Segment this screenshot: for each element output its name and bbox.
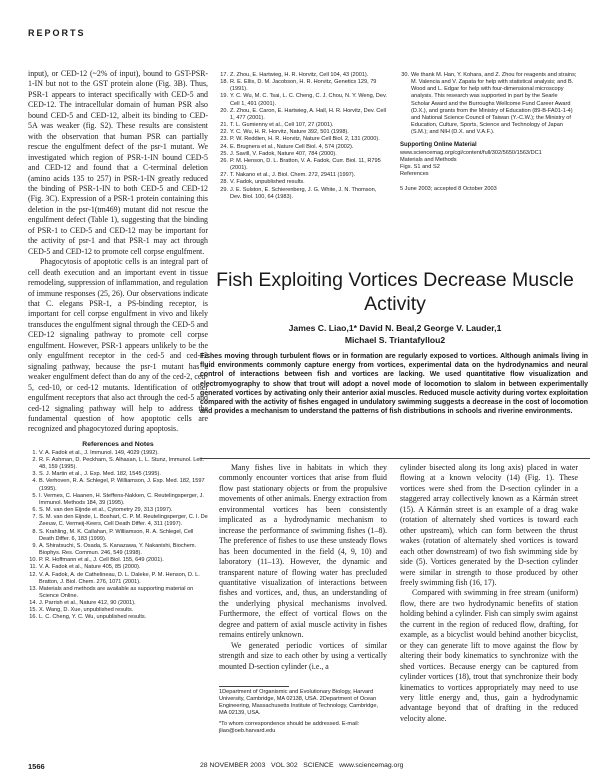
reference-item <box>28 543 208 557</box>
col1-body <box>28 69 208 435</box>
reference-text: E. Brugnera et al., Nature Cell Biol. 4, 574 (2002). <box>230 143 354 150</box>
body-col2-paragraph-1: Many fishes live in habitats in which they commonly encounter vortices that arise from fluid flow past stationary objects or from the propulsive movements of other animals. Energy extraction from environmental vortices has been consistently implicated as a hydrodynamic mechanism to increase the performance of swimming fishes (1–8). The preference of fishes to use these unsteady flows has been documented in the field (4, 9, 10) and laboratory (11–13). However, the dynamic and transparent nature of flowing water has precluded quantitative visualization of interactions between fishes and vortices, and, thus, an understanding of the underlying physical mechanisms involved. Furthermore, the effect of vortical flows on the degree and pattern of axial muscle activity in fishes remains entirely unknown. <box>219 463 387 640</box>
affiliation-text: 1Department of Organismic and Evolutionary Biology, Harvard University, Cambridge, MA 02138, USA. 2Department of Ocean Engineering, Massachusetts Institute of Technology, Cambridge, MA 02139, USA. <box>219 689 378 717</box>
reference-number: 23. <box>220 136 228 143</box>
reference-text: J. Parrish et al., Nature 412, 90 (2001). <box>39 600 136 607</box>
reference-item <box>28 507 208 514</box>
reference-text: P. M. Henson, D. L. Bratton, V. A. Fadok, Curr. Biol. 11, R795 (2001). <box>230 157 381 172</box>
supporting-item-1: Materials and Methods <box>400 156 457 163</box>
reference-number: 2. <box>32 457 37 464</box>
col1-paragraph-2: Phagocytosis of apoptotic cells is an integral part of cell death execution and an important event in tissue remodeling, suppression of inflammation, and regulation of immune responses (25, 26). Our observations indicate that C. elegans PSR-1, a PS-binding receptor, is important for cell corpse engulfment in vivo and likely transduces the engulfment signal through the CED-5 and CED-12 signaling pathway to promote cell corpse engulfment. However, PSR-1 appears unlikely to be the only engulfment receptor in the ced-5 and ced-12 signaling pathway, because the psr-1 mutant has a weaker engulfment defect than do any of the ced-2, ced-5, ced-10, or ced-12 mutants. Identification of other engulfment receptors that also act through the ced-5 and ced-12 signaling pathway will help to address the fundamental question of how apoptotic cells are recognized and phagocytozed during apoptosis. <box>28 257 208 434</box>
reference-number: 4. <box>32 478 37 485</box>
reference-number: 8. <box>32 528 37 535</box>
reference-number: 15. <box>29 607 37 614</box>
article-authors <box>200 323 590 346</box>
submission-dates: 5 June 2003; accepted 8 October 2003 <box>400 186 497 193</box>
reference-item <box>219 179 387 186</box>
reference-item <box>219 151 387 158</box>
issue-info: 28 NOVEMBER 2003 VOL 302 SCIENCE www.sciencemag.org <box>200 762 404 769</box>
reference-number: 27. <box>220 172 228 179</box>
reference-number: 1. <box>32 449 37 456</box>
reference-number: 19. <box>220 93 228 100</box>
reference-number: 16. <box>29 614 37 621</box>
reference-item <box>28 572 208 586</box>
section-tag: REPORTS <box>28 28 86 38</box>
authors-line-1: James C. Liao,1* David N. Beal,2 George V. Lauder,1 <box>288 323 502 333</box>
reference-text: I. Vermes, C. Haanen, H. Steffens-Nakken, C. Reutelingsperger, J. Immunol. Methods 184, 39 (1995). <box>39 492 204 506</box>
reference-text: V. A. Fadok, A. de Cathelineau, D. L. Daleke, P. M. Henson, D. L. Bratton, J. Biol. Chem. 276, 1071 (2001). <box>39 571 200 585</box>
reference-text: Y. C. Wu, H. R. Horvitz, Nature 392, 501 (1998). <box>230 129 349 136</box>
reference-text: V. A. Fadok et al., J. Immunol. 149, 4029 (1992). <box>39 449 159 456</box>
reference-number: 5. <box>32 492 37 499</box>
abstract-rule <box>200 458 590 459</box>
reference-item <box>400 72 578 136</box>
reference-text: B. Verhoven, R. A. Schlegel, P. Williamson, J. Exp. Med. 182, 1597 (1995). <box>39 478 205 492</box>
reference-number: 10. <box>29 557 37 564</box>
reference-number: 9. <box>32 542 37 549</box>
authors-line-2: Michael S. Triantafyllou2 <box>344 334 446 345</box>
supporting-item-2: Figs. S1 and S2 <box>400 163 440 170</box>
reference-number: 21. <box>220 122 228 129</box>
reference-number: 24. <box>220 143 228 150</box>
page-number: 1566 <box>28 762 45 771</box>
reference-item <box>28 514 208 528</box>
reference-text: V. A. Fadok et al., Nature 405, 85 (2000). <box>39 564 141 571</box>
supporting-heading: Supporting Online Material <box>400 142 477 149</box>
reference-item <box>219 187 387 201</box>
reference-text: P. R. Hoffmann et al., J. Cell Biol. 155, 649 (2001). <box>39 557 164 564</box>
reference-item <box>28 457 208 471</box>
article-abstract: Fishes moving through turbulent flows or in formation are regularly exposed to vortices. Although animals living in fluid environments commonly capture energy from vortices, experimental data on the hydrodynamics and neural control of interactions between fish and vortices are lacking. We used quantitative flow visualization and electromyography to show that trout will adopt a novel mode of locomotion to slalom in between experimentally generated vortices by activating only their anterior axial muscles. Reduced muscle activity during vortex exploitation compared with the activity of fishes engaged in undulatory swimming suggests a decrease in the cost of locomotion and provides a mechanism to understand the patterns of fish distributions in schools and riverine environments. <box>200 353 588 416</box>
reference-number: 22. <box>220 129 228 136</box>
reference-text: Z. Zhou, E. Hartwieg, H. R. Horvitz, Cell 104, 43 (2001). <box>230 72 369 78</box>
reference-text: S. M. van den Eijnde, L. Boshart, C. P. M. Reutelingsperger, C. I. De Zeeuw, C. Vermeij-Keers, Cell Death Differ. 4, 311 (1997). <box>39 514 208 528</box>
reference-text: J. E. Sulston, E. Schierenberg, J. G. White, J. N. Thomson, Dev. Biol. 100, 64 (1983). <box>230 186 377 200</box>
reference-text: T. Nakano et al., J. Biol. Chem. 272, 29411 (1997). <box>230 172 356 179</box>
reference-text: Y. C. Wu, M. C. Tsai, L. C. Cheng, C. J. Chou, N. Y. Weng, Dev. Cell 1, 491 (2001). <box>230 93 387 107</box>
reference-text: R. E. Ellis, D. M. Jacobson, H. R. Horvitz, Genetics 129, 79 (1991). <box>230 79 377 93</box>
supporting-item-3: References <box>400 171 429 178</box>
reference-text: P. W. Reddien, H. R. Horvitz, Nature Cell Biol. 2, 131 (2000). <box>230 136 380 143</box>
reference-item <box>28 614 208 621</box>
reference-item <box>219 136 387 143</box>
reference-item <box>28 529 208 543</box>
reference-item <box>219 158 387 172</box>
reference-item <box>28 450 208 457</box>
reference-number: 18. <box>220 79 228 86</box>
affiliations <box>219 689 387 736</box>
affiliation-rule <box>219 686 289 687</box>
body-column-3 <box>400 463 578 724</box>
reference-item <box>28 471 208 478</box>
reference-number: 7. <box>32 514 37 521</box>
reference-item <box>28 586 208 600</box>
body-col3-paragraph-1: cylinder bisected along its long axis) placed in water flowing at a known velocity (14) (Fig. 1). These vortices were shed from the D-section cylinder in a staggered array collectively known as a Kármán street (15). A Kármán street is an example of a drag wake (rotation of alternately shed vortices is toward each other upstream), which can form between the thrust wakes (rotation of alternately shed vortices is toward each other downstream) of two fish swimming side by side (5). Vortices generated by the D-section cylinder were similar in strength to those produced by other freely swimming fish (16, 17). <box>400 463 578 587</box>
references-list-col3 <box>400 72 578 193</box>
reference-item <box>219 122 387 129</box>
reference-item <box>219 172 387 179</box>
reference-number: 6. <box>32 507 37 514</box>
reference-number: 12. <box>29 571 37 578</box>
col1-paragraph-1: input), or CED-12 (~2% of input), bound to GST-PSR-1-IN but not to the GST protein alone (Fig. 3B). Thus, PSR-1 appears to interact specifically with CED-5 and CED-12. The intracellular domain of human PSR also bound CED-5 and CED-12, albeit its binding to CED-5A was weaker (fig. S2). These results are consistent with the observation that human PSR can partially rescue the engulfment defect of the psr-1 mutant. We investigated which region of PSR-1-IN bound CED-5 and CED-12 and found that a C-terminal deletion (amino acids 135 to 257) in PSR-1-IN greatly reduced the binding of PSR-1-IN to both CED-5 and CED-12 (Fig. 3C). Expression of a PSR-1 protein containing this deletion in the psr-1(tm469) mutant did not rescue the engulfment defect (Table 1), suggesting that the binding of PSR-1 to CED-5 and CED-12 may be important for the activity of psr-1 and that PSR-1 may act through CED-5 and CED-12 to promote cell corpse engulfment. <box>28 69 208 256</box>
body-column-2 <box>219 463 387 672</box>
reference-number: 3. <box>32 471 37 478</box>
reference-number: 25. <box>220 150 228 157</box>
reference-item <box>219 144 387 151</box>
reference-item <box>28 557 208 564</box>
reference-number: 13. <box>29 585 37 592</box>
reference-text: Z. Zhou, E. Caron, E. Hartwieg, A. Hall, H. R. Horvitz, Dev. Cell 1, 477 (2001). <box>230 107 386 121</box>
reference-text: R. F. Ashman, D. Peckham, S. Alhasan, L. L. Stunz, Immunol. Lett. 48, 159 (1995). <box>39 457 205 471</box>
reference-item <box>28 600 208 607</box>
reference-text: X. Wang, D. Xue, unpublished results. <box>39 607 134 614</box>
reference-item <box>219 129 387 136</box>
references-heading: References and Notes <box>82 440 154 448</box>
article-title: Fish Exploiting Vortices Decrease Muscle Activity <box>216 269 574 315</box>
reference-text: A. Shiratsuchi, S. Osada, S. Kanazawa, Y. Nakanishi, Biochem. Biophys. Res. Commun. 246, 549 (1998). <box>39 542 197 557</box>
references-list-col2 <box>219 72 387 201</box>
column-1 <box>28 69 208 622</box>
reference-text: S. M. van den Eijnde et al., Cytometry 29, 313 (1997). <box>39 507 173 514</box>
reference-number: 30. <box>401 72 409 78</box>
reference-text: S. J. Martin et al., J. Exp. Med. 182, 1545 (1995). <box>39 471 161 478</box>
reference-item <box>219 93 387 107</box>
reference-number: 17. <box>220 72 228 78</box>
correspondence-text: *To whom correspondence should be addressed. E-mail: jliao@oeb.harvard.edu <box>219 721 360 735</box>
reference-item <box>28 564 208 571</box>
reference-item <box>28 478 208 492</box>
reference-number: 26. <box>220 157 228 164</box>
supporting-url[interactable]: www.sciencemag.org/cgi/content/full/302/5650/1563/DC1 <box>400 149 542 156</box>
reference-text: L. C. Cheng, Y. C. Wu, unpublished results. <box>39 614 147 621</box>
reference-item <box>28 607 208 614</box>
reference-item <box>28 493 208 507</box>
reference-item <box>219 72 387 79</box>
reference-item <box>219 79 387 93</box>
reference-text: T. L. Gumienny et al., Cell 107, 27 (2001). <box>230 122 334 129</box>
reference-item <box>219 108 387 122</box>
reference-text: S. Krahling, M. K. Callahan, P. Williamson, R. A. Schlegel, Cell Death Differ. 6, 183 (1999). <box>39 528 194 542</box>
body-col2-paragraph-2: We generated periodic vortices of similar strength and size to each other by using a vertically mounted D-section cylinder (i.e., a <box>219 640 387 671</box>
reference-number: 28. <box>220 179 228 186</box>
reference-text: Materials and methods are available as supporting material on Science Online. <box>39 585 194 599</box>
reference-number: 20. <box>220 107 228 114</box>
body-col3-paragraph-2: Compared with swimming in free stream (uniform) flow, there are two hydrodynamic benefits of station holding behind a cylinder. Fish can simply swim against the current in the region of reduced flow, drafting, for example, as a bicyclist would behind another bicyclist, or they can generate lift to move against the flow by altering their body kinematics to synchronize with the shed vortices. Because energy can be captured from cylinder vortices (18), trout that synchronize their body kinematics to vortices appropriately may need to use very little energy and, thus, gain a hydrodynamic advantage beyond that of drafting in the reduced velocity alone. <box>400 588 578 723</box>
references-list-col1 <box>28 450 208 622</box>
reference-number: 29. <box>220 186 228 193</box>
reference-text: J. Savill, V. Fadok, Nature 407, 784 (2000). <box>230 150 337 157</box>
reference-number: 11. <box>29 564 37 571</box>
reference-text: We thank M. Han, Y. Kohara, and Z. Zhou for reagents and strains; M. Valencia and V. Zapata for help with statistical analysis; and B. Wood and L. Edgar for help with four-dimensional microscopy analysis. This research was supported in part by the Searle Scholar Award and the Burroughs Wellcome Fund Career Award (D.X.), and grants from the Ministry of Education (89-B-FA01-1-4) and National Science Council of Taiwan (Y.-C.W.); the Ministry of Education, Culture, Sports, Science and Technology of Japan (S.M.); and NIH (D.X. and V.A.F.). <box>411 72 577 136</box>
reference-text: V. Fadok, unpublished results. <box>230 179 305 186</box>
reference-number: 14. <box>29 600 37 607</box>
